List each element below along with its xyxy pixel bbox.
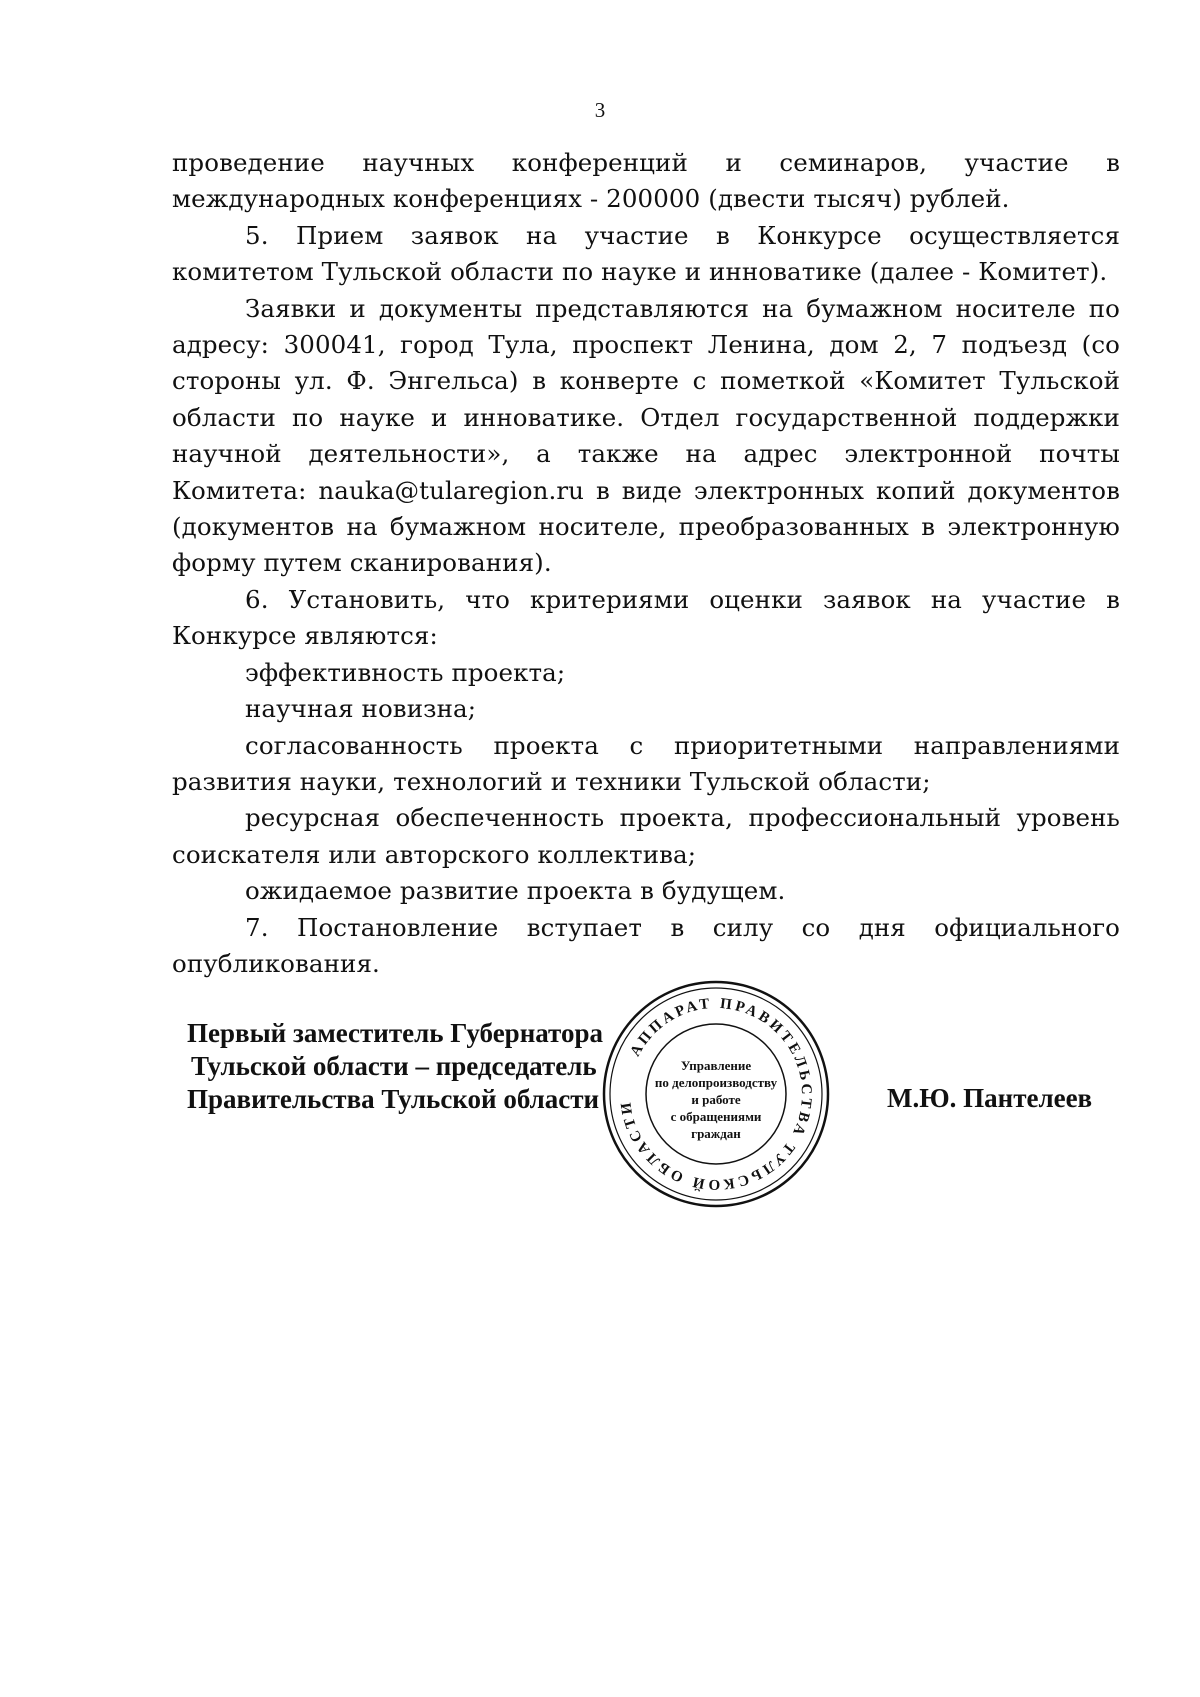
criteria-item: ресурсная обеспеченность проекта, профессиональный уровень соискателя или авторского коллектива;: [172, 803, 1120, 869]
stamp-center-line: по делопроизводству: [654, 1075, 778, 1090]
criteria-item: научная новизна;: [245, 694, 477, 724]
paragraph: Заявки и документы представляются на бумажном носителе по адресу: 300041, город Тула, проспект Ленина, дом 2, 7 подъезд (со стороны ул. Ф. Энгельса) в конверте с пометкой «Комитет Тульской области по науке и инноватике. Отдел государственной поддержки научной деятельности», а также на адрес электронной почты Комитета: nauka@tularegion.ru в виде электронных копий документов (документов на бумажном носителе, преобразованных в электронную форму путем сканирования).: [172, 293, 1120, 578]
document-body: [172, 145, 1120, 982]
paragraph: проведение научных конференций и семинаров, участие в международных конференциях - 200000 (двести тысяч) рублей.: [172, 148, 1120, 214]
signatory-title-line: Тульской области – председатель: [191, 1051, 597, 1081]
paragraph: 5. Прием заявок на участие в Конкурсе осуществляется комитетом Тульской области по науке и инноватике (далее - Комитет).: [172, 220, 1120, 287]
stamp-center-line: с обращениями: [670, 1109, 762, 1124]
stamp-center-line: и работе: [691, 1092, 741, 1107]
criteria-item: согласованность проекта с приоритетными направлениями развития науки, технологий и техники Тульской области;: [172, 730, 1120, 796]
page-number: 3: [594, 98, 606, 122]
stamp-center-line: Управление: [680, 1058, 752, 1073]
official-seal-stamp: [600, 978, 832, 1210]
signatory-title-line: Правительства Тульской области: [187, 1084, 600, 1114]
criteria-item: ожидаемое развитие проекта в будущем.: [245, 876, 786, 906]
stamp-center-line: граждан: [691, 1126, 741, 1141]
signatory-title-line: Первый заместитель Губернатора: [187, 1018, 603, 1048]
signatory-name: М.Ю. Пантелеев: [887, 1083, 1093, 1113]
paragraph: 6. Установить, что критериями оценки заявок на участие в Конкурсе являются:: [172, 584, 1120, 651]
signatory-title: [187, 1017, 603, 1116]
stamp-ring-text: АППАРАТ ПРАВИТЕЛЬСТВА ТУЛЬСКОЙ ОБЛАСТИ: [617, 995, 815, 1193]
criteria-item: эффективность проекта;: [245, 657, 566, 687]
paragraph: 7. Постановление вступает в силу со дня официального опубликования.: [172, 912, 1120, 978]
